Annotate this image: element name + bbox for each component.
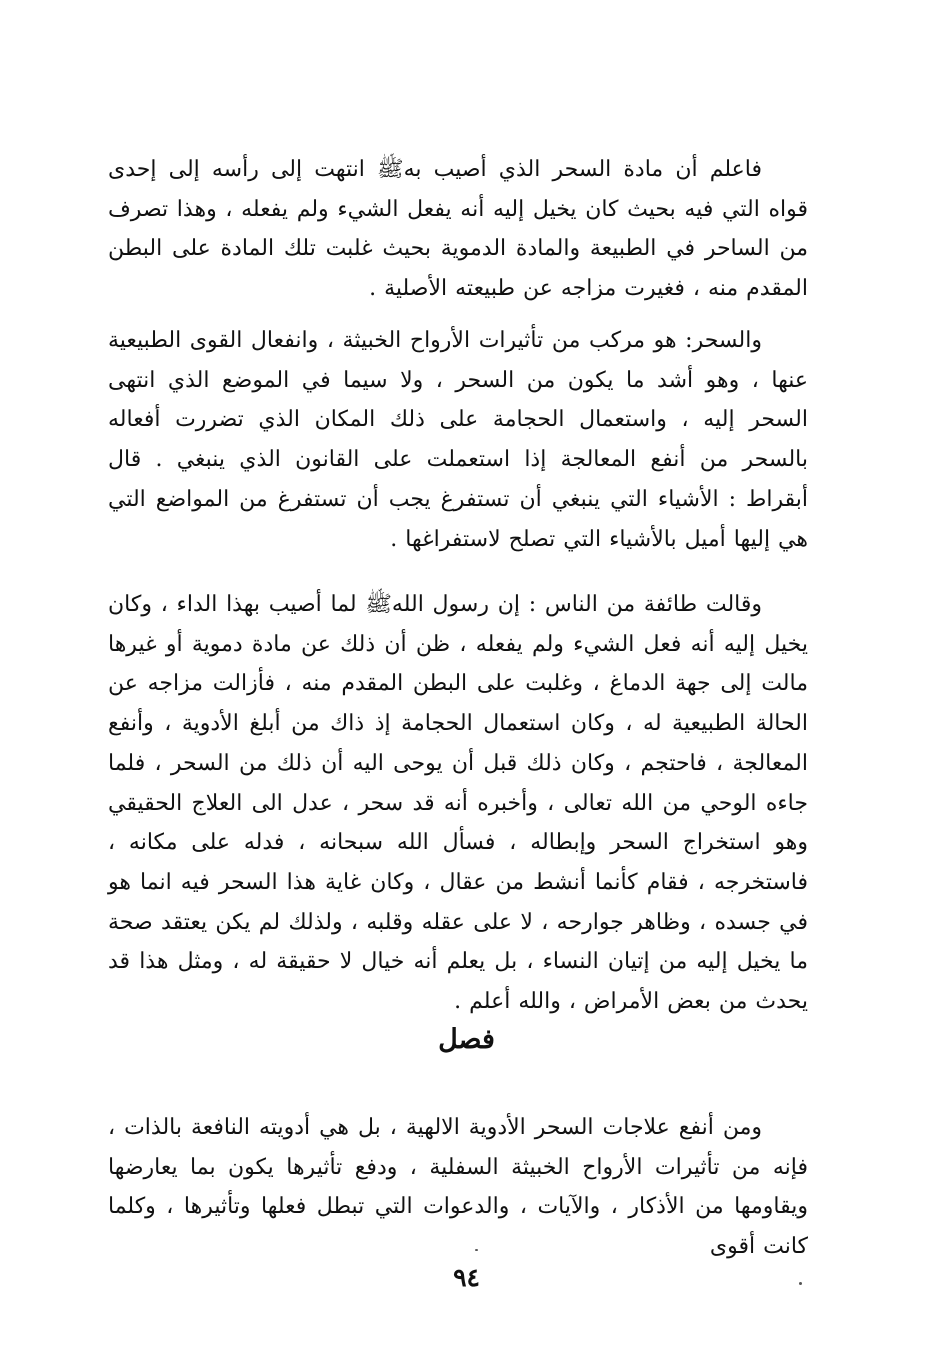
paragraph-divine-remedies [108, 1108, 808, 1267]
section-heading: فصل [438, 1024, 495, 1055]
scan-speck [799, 1282, 802, 1285]
paragraph-text: ومن أنفع علاجات السحر الأدوية الالهية ، بل هي أدويته النافعة بالذات ، فإنه من تأثيرات الأرواح الخبيثة السفلية ، ودفع تأثيرها يكون بما يعارضها ويقاومها من الأذكار ، والآيات ، والدعوات التي تبطل فعلها وتأثيرها ، وكلما كانت أقوى [108, 1115, 808, 1260]
paragraph-text: وقالت طائفة من الناس : إن رسول اللهﷺ لما أصيب بهذا الداء ، وكان يخيل إليه أنه فعل الشيء ولم يفعله ، ظن أن ذلك عن مادة دموية أو غيرها مالت إلى جهة الدماغ ، وغلبت على البطن المقدم منه ، فأزالت مزاجه عن الحالة الطبيعية له ، وكان استعمال الحجامة إذ ذاك من أبلغ الأدوية ، وأنفع المعالجة ، فاحتجم ، وكان ذلك قبل أن يوحى اليه أن ذلك من السحر ، فلما جاءه الوحي من الله تعالى ، وأخبره أنه قد سحر ، عدل الى العلاج الحقيقي وهو استخراج السحر وإبطاله ، فسأل الله سبحانه ، فدله على مكانه ، فاستخرجه ، فقام كأنما أنشط من عقال ، وكان غاية هذا السحر فيه انما هو في جسده ، وظاهر جوارحه ، لا على عقله وقلبه ، ولذلك لم يكن يعتقد صحة ما يخيل إليه من إتيان النساء ، بل يعلم أنه خيال لا حقيقة له ، ومثل هذا قد يحدث من بعض الأمراض ، والله أعلم . [108, 592, 808, 1015]
page-number: ٩٤ [453, 1263, 480, 1292]
paragraph-definition-of-magic [108, 321, 808, 559]
paragraph-text: فاعلم أن مادة السحر الذي أصيب بهﷺ انتهت إلى رأسه إلى إحدى قواه التي فيه بحيث كان يخيل إليه أنه يفعل الشيء ولم يفعله ، وهذا تصرف من الساحر في الطبيعة والمادة الدموية بحيث غلبت تلك المادة على البطن المقدم منه ، فغيرت مزاجه عن طبيعته الأصلية . [108, 157, 808, 302]
paragraph-text: والسحر: هو مركب من تأثيرات الأرواح الخبيثة ، وانفعال القوى الطبيعية عنها ، وهو أشد ما يكون من السحر ، ولا سيما في الموضع الذي انتهى السحر إليه ، واستعمال الحجامة على ذلك المكان الذي تضررت أفعاله بالسحر من أنفع المعالجة إذا استعملت على القانون الذي ينبغي . قال أبقراط : الأشياء التي ينبغي أن تستفرغ يجب أن تستفرغ من المواضع التي هي إليها أميل بالأشياء التي تصلح لاستفراغها . [108, 328, 808, 552]
paragraph-cupping-account [108, 585, 808, 1022]
scan-speck [475, 1249, 478, 1251]
paragraph-magic-material [108, 150, 808, 309]
